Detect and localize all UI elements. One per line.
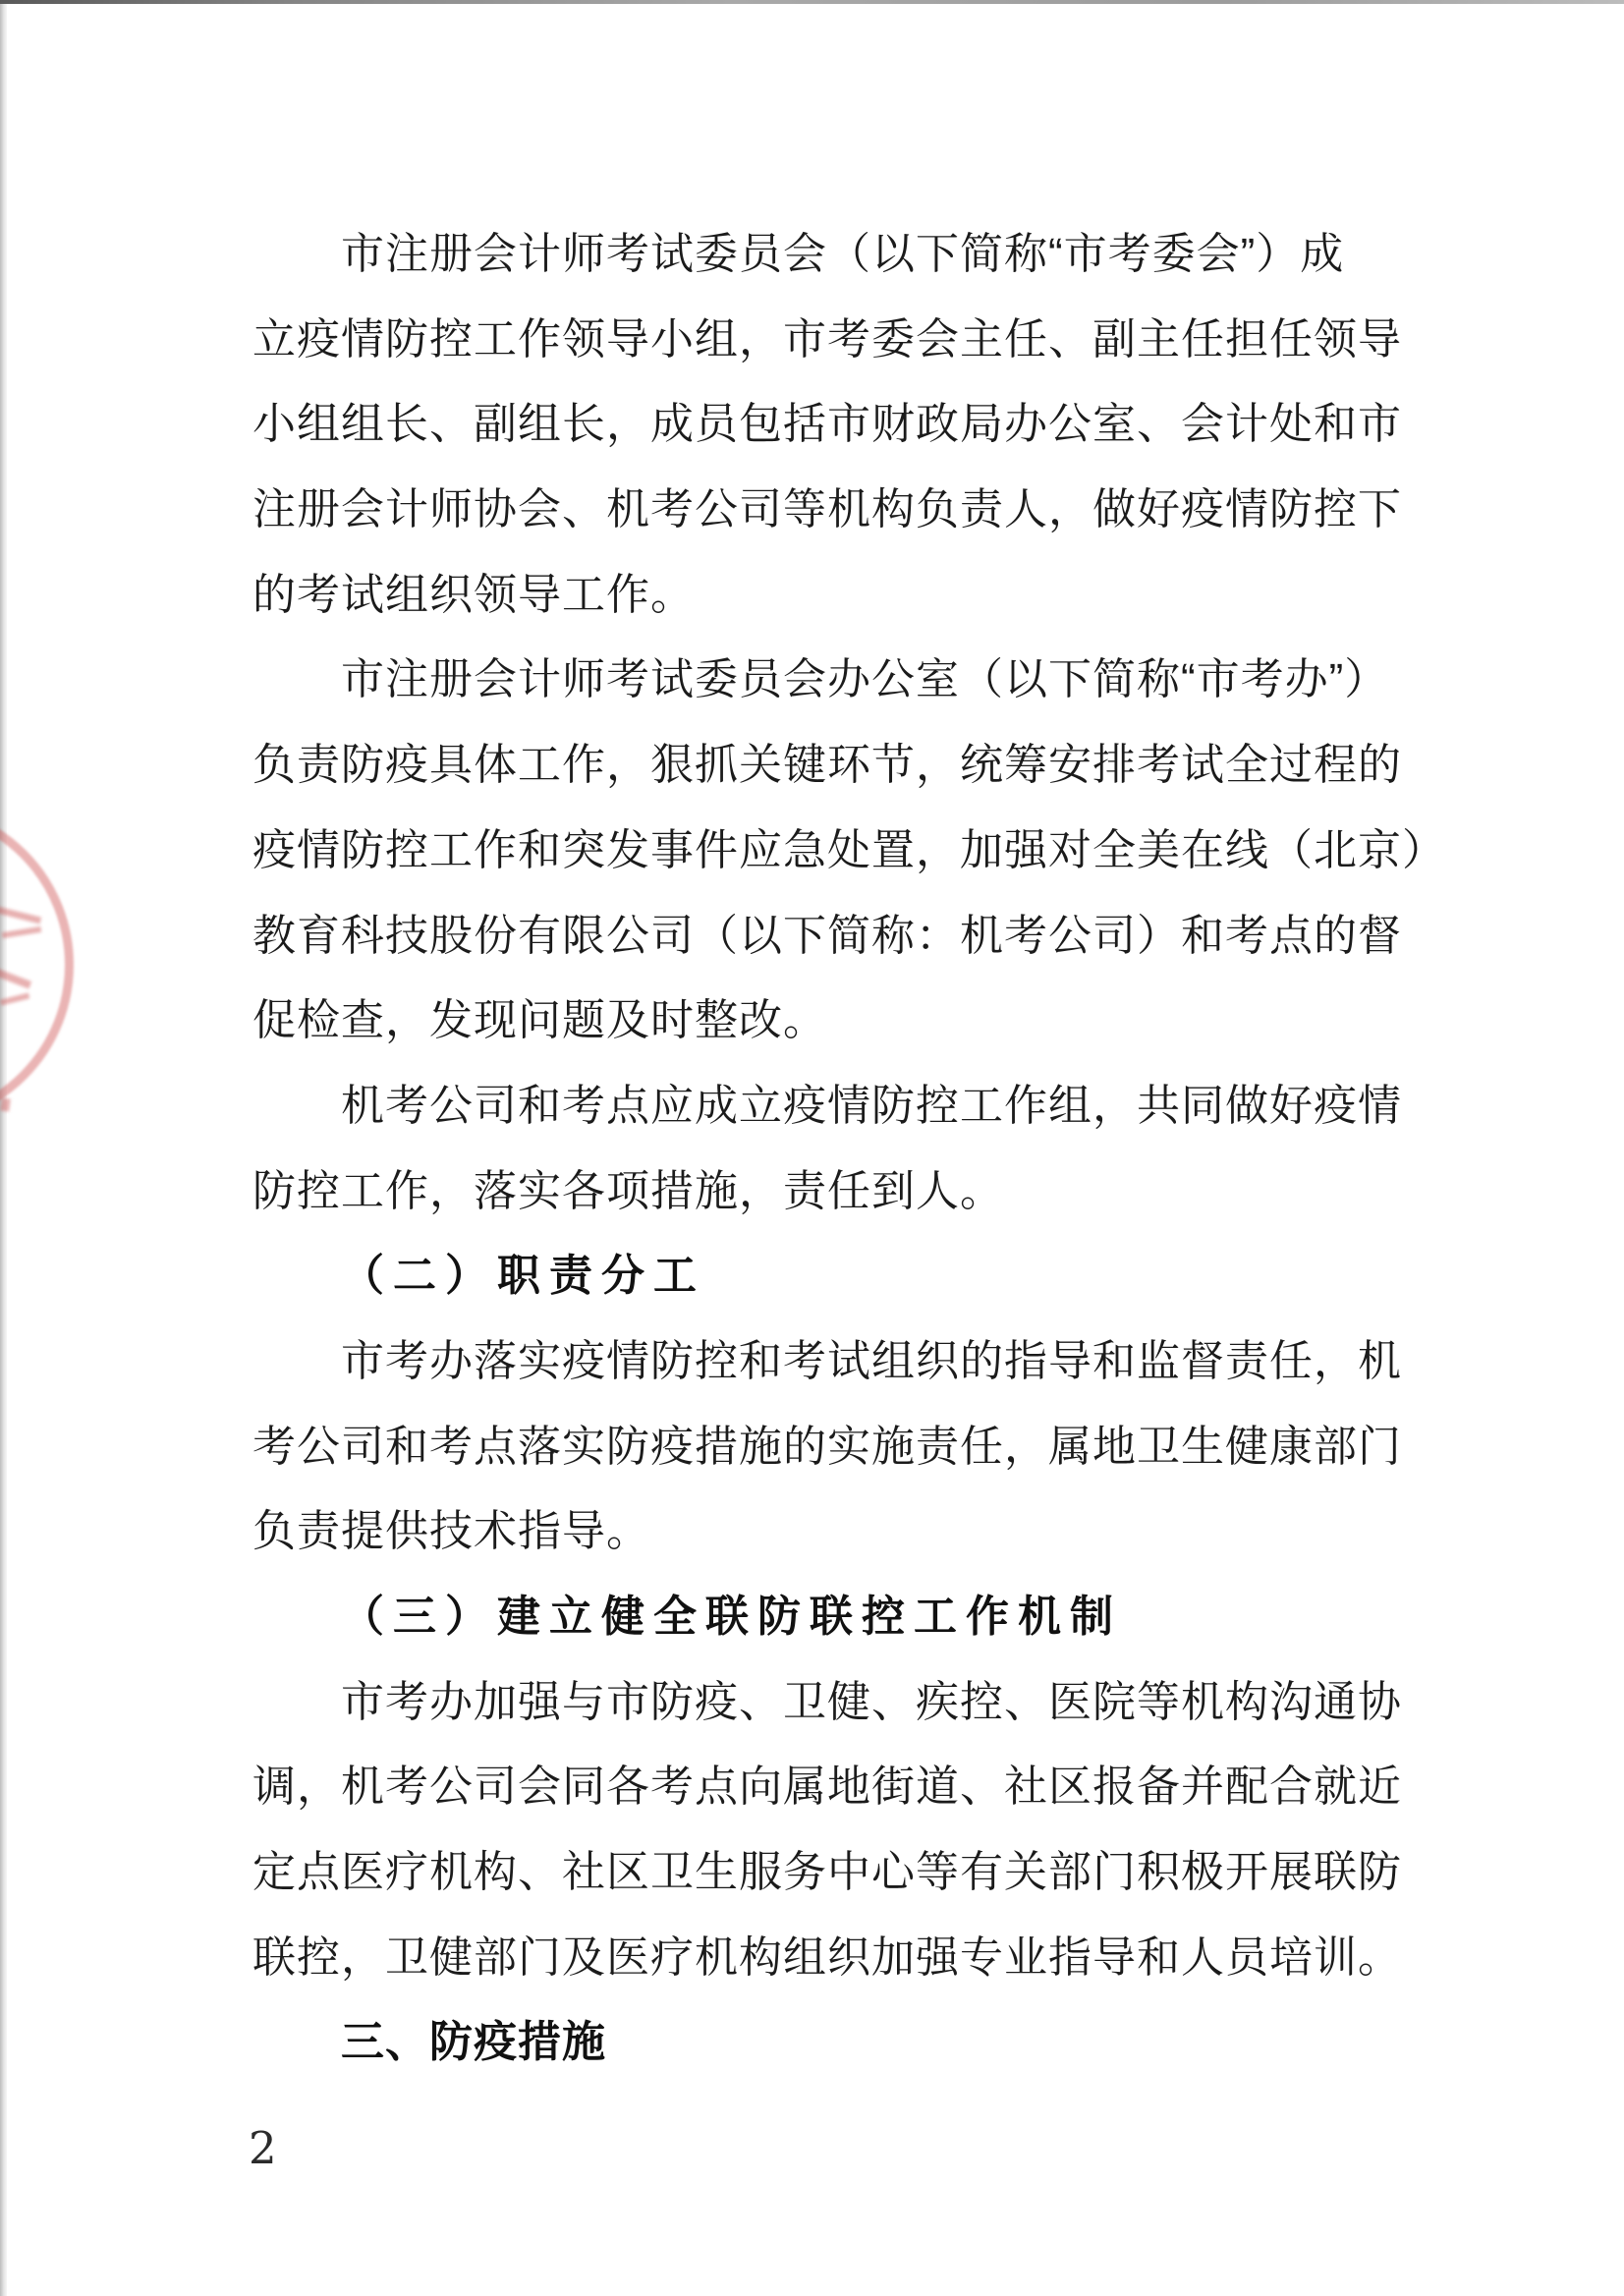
doc-heading-part-3: 三、防疫措施 xyxy=(341,2018,606,2067)
scan-top-edge-artifact xyxy=(0,0,1624,4)
red-seal-stamp-fragment xyxy=(0,804,74,1126)
doc-line: 负责防疫具体工作，狠抓关键环节，统筹安排考试全过程的 xyxy=(252,741,1402,790)
doc-line: 市考办加强与市防疫、卫健、疾控、医院等机构沟通协 xyxy=(341,1677,1402,1726)
doc-line: 教育科技股份有限公司（以下简称：机考公司）和考点的督 xyxy=(252,911,1402,960)
page-number: 2 xyxy=(249,2122,277,2174)
doc-line: 联控，卫健部门及医疗机构组织加强专业指导和人员培训。 xyxy=(252,1932,1402,1982)
doc-line: 调，机考公司会同各考点向属地街道、社区报备并配合就近 xyxy=(252,1763,1402,1812)
doc-line: 机考公司和考点应成立疫情防控工作组，共同做好疫情 xyxy=(341,1081,1402,1130)
red-seal-mark xyxy=(0,1097,11,1111)
doc-line: 促检查，发现问题及时整改。 xyxy=(252,996,827,1045)
doc-line: 疫情防控工作和突发事件应急处置，加强对全美在线（北京） xyxy=(252,825,1446,874)
doc-line: 考公司和考点落实防疫措施的实施责任，属地卫生健康部门 xyxy=(252,1422,1402,1471)
doc-heading-section-3: （三）建立健全联防联控工作机制 xyxy=(341,1593,1122,1641)
doc-line: 小组组长、副组长，成员包括市财政局办公室、会计处和市 xyxy=(252,400,1402,449)
doc-heading-section-2: （二）职责分工 xyxy=(341,1252,705,1301)
doc-line: 市注册会计师考试委员会（以下简称“市考委会”）成 xyxy=(341,230,1345,278)
doc-line: 立疫情防控工作领导小组，市考委会主任、副主任担任领导 xyxy=(252,314,1402,364)
doc-line: 负责提供技术指导。 xyxy=(252,1507,650,1556)
doc-line: 市注册会计师考试委员会办公室（以下简称“市考办”） xyxy=(341,655,1389,704)
doc-line: 防控工作，落实各项措施，责任到人。 xyxy=(252,1166,1004,1215)
scan-left-edge-artifact xyxy=(0,4,7,2296)
doc-line: 的考试组织领导工作。 xyxy=(252,570,695,619)
doc-line: 市考办落实疫情防控和考试组织的指导和监督责任，机 xyxy=(341,1336,1402,1385)
doc-line: 注册会计师协会、机考公司等机构负责人，做好疫情防控下 xyxy=(252,485,1402,534)
doc-line: 定点医疗机构、社区卫生服务中心等有关部门积极开展联防 xyxy=(252,1848,1402,1897)
document-text-block xyxy=(252,212,1446,2086)
